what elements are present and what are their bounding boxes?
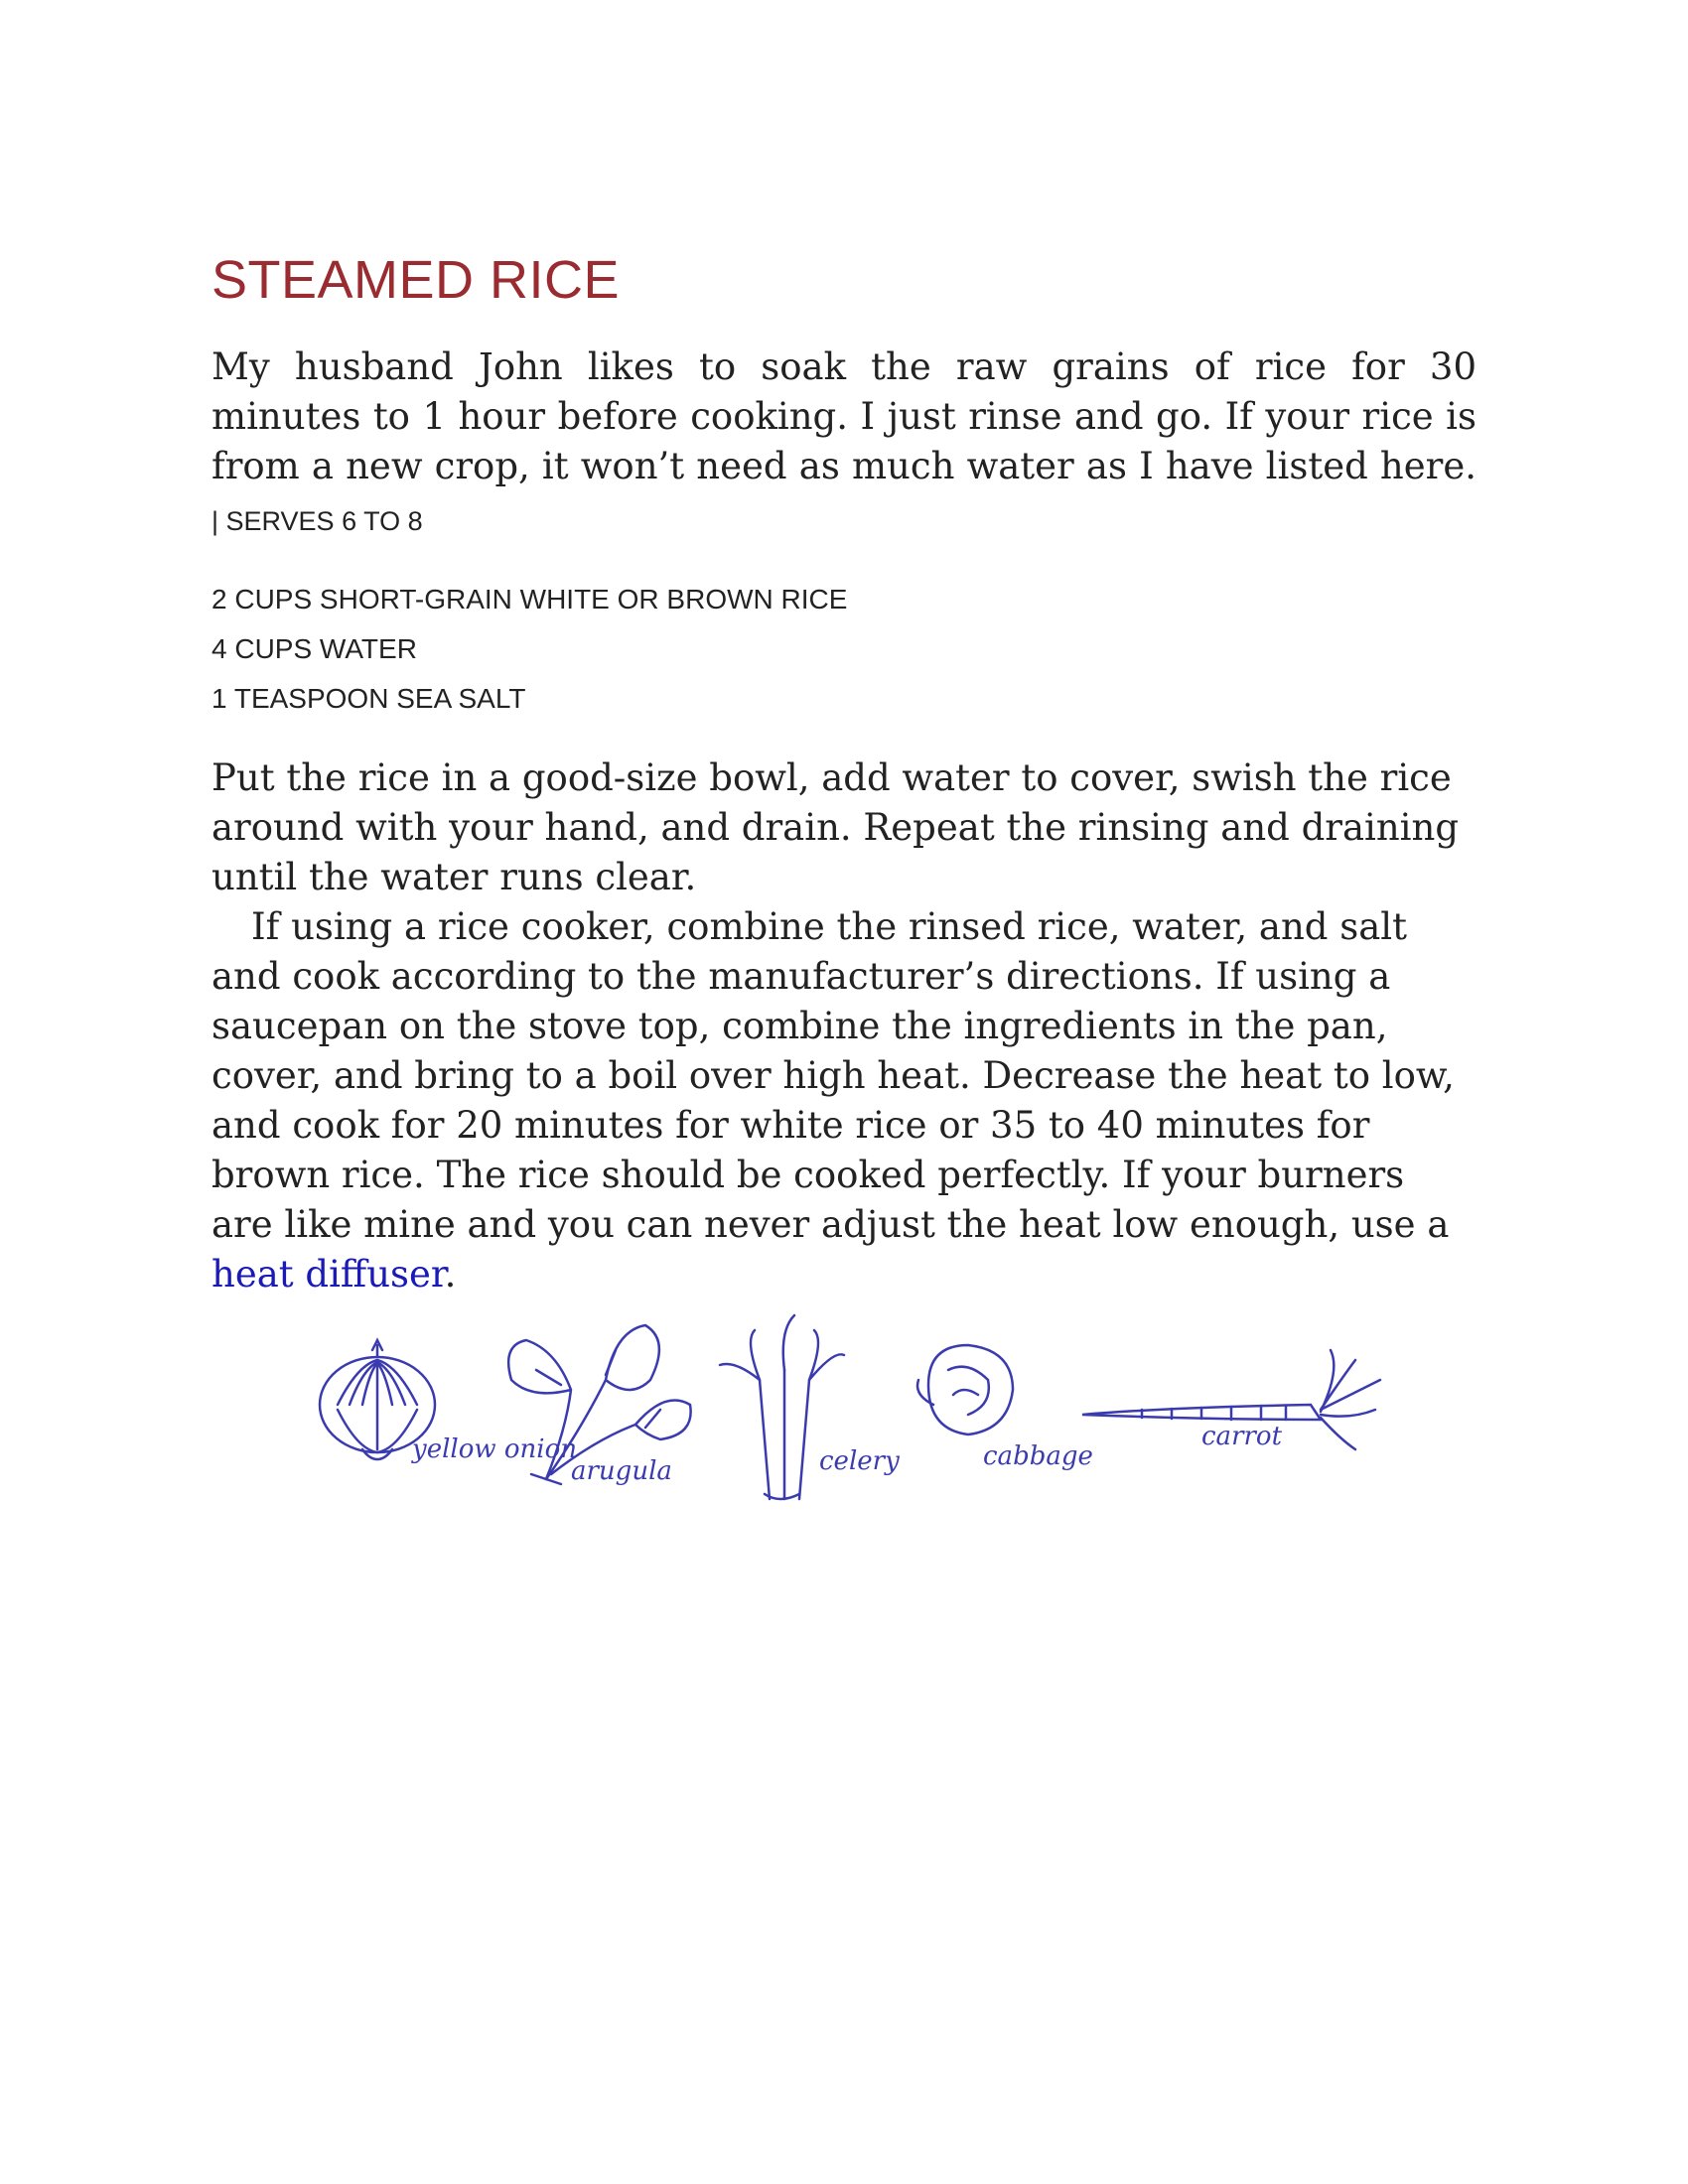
instructions-text: If using a rice cooker, combine the rinsed rice, water, and salt and cook according to the manufacturer’s directions. If using a saucepan on the stove top, combine the ingredients in the pan, cover, and bring to a boil over high heat. Decrease the heat to low, and cook for 20 minutes for white rice or 35 to 40 minutes for brown rice. The rice should be cooked perfectly. If your burners are like mine and you can never adjust the heat low enough, use a [211, 904, 1455, 1246]
heat-diffuser-link[interactable]: heat diffuser [211, 1252, 445, 1296]
recipe-page [211, 248, 1477, 1299]
ingredient-item: 1 TEASPOON SEA SALT [211, 682, 526, 714]
label-arugula: arugula [571, 1456, 672, 1486]
cabbage-icon [917, 1345, 1013, 1434]
label-celery: celery [819, 1446, 900, 1476]
vegetable-illustration [318, 1310, 1390, 1509]
instructions-paragraph-2 [211, 902, 1477, 1299]
recipe-title: STEAMED RICE [211, 250, 621, 310]
intro-text: My husband John likes to soak the raw grains of rice for 30 minutes to 1 hour before cooking. I just rinse and go. If your rice is from a new crop, it won’t need as much water as I have listed here. [211, 344, 1477, 487]
ingredient-item: 4 CUPS WATER [211, 632, 417, 664]
instructions-paragraph-1: Put the rice in a good-size bowl, add water to cover, swish the rice around with your hand, and drain. Repeat the rinsing and draining until the water runs clear. [211, 755, 1460, 898]
ingredient-item: 2 CUPS SHORT-GRAIN WHITE OR BROWN RICE [211, 583, 848, 614]
label-carrot: carrot [1201, 1422, 1283, 1451]
vegetable-drawing [318, 1310, 1390, 1509]
label-onion: yellow onion [412, 1434, 577, 1464]
paragraph-end: . [444, 1252, 457, 1296]
serves-label: | SERVES 6 TO 8 [211, 505, 423, 536]
label-cabbage: cabbage [983, 1441, 1093, 1471]
ingredient-list [211, 575, 1477, 724]
recipe-intro [211, 342, 1477, 551]
